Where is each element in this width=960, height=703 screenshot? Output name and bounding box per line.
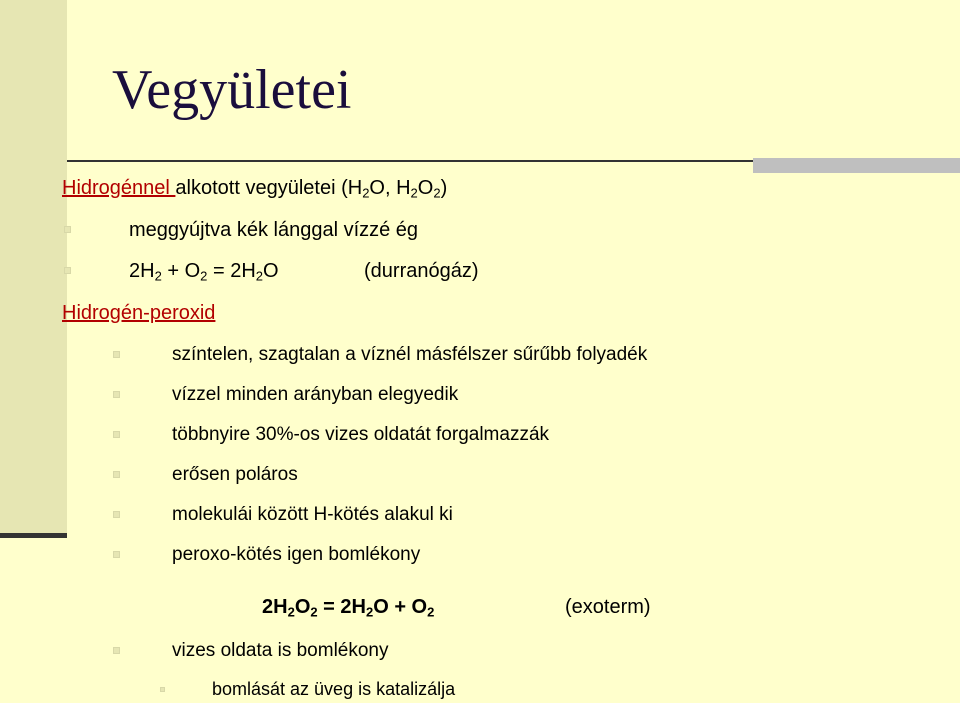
intro-link[interactable]: Hidrogénnel [62,177,176,199]
intro-line: Hidrogénnel alkotott vegyületei ($H_2O$, $H_2O_2$) [62,177,448,201]
bullet-icon [113,391,120,398]
sidebar-divider [0,533,67,538]
list-item: vízzel minden arányban elegyedik [172,384,459,405]
equation-decomposition: $2H_2O_2 = 2H_2O + O_2$ [262,596,435,620]
bullet-icon [113,511,120,518]
bullet-icon [113,647,120,654]
equation-combustion: $2H_2 + O_2 = 2H_2O$ [129,260,279,284]
bullet-icon [113,351,120,358]
slide-title: Vegyületei [112,59,352,121]
bullet-icon [64,226,71,233]
list-item: peroxo-kötés igen bomlékony [172,544,421,565]
bullet-icon [113,431,120,438]
left-sidebar-bar [0,0,67,535]
bullet-icon [113,551,120,558]
list-item: színtelen, szagtalan a víznél másfélszer sűrűbb folyadék [172,344,648,365]
title-underline-accent [753,158,960,173]
list-item: vizes oldata is bomlékony [172,640,389,661]
list-item: molekulái között H-kötés alakul ki [172,504,453,525]
bullet-icon [113,471,120,478]
section-heading-link[interactable]: Hidrogén-peroxid [62,302,216,324]
list-item: meggyújtva kék lánggal vízzé ég [129,219,419,241]
sub-bullet-icon [160,687,165,692]
sub-list-item: bomlását az üveg is katalizálja [212,679,456,699]
list-item: erősen poláros [172,464,298,485]
equation-note: (exoterm) [565,596,651,618]
bullet-icon [64,267,71,274]
list-item: többnyire 30%-os vizes oldatát forgalmazzák [172,424,550,445]
equation-note: (durranógáz) [364,260,479,282]
